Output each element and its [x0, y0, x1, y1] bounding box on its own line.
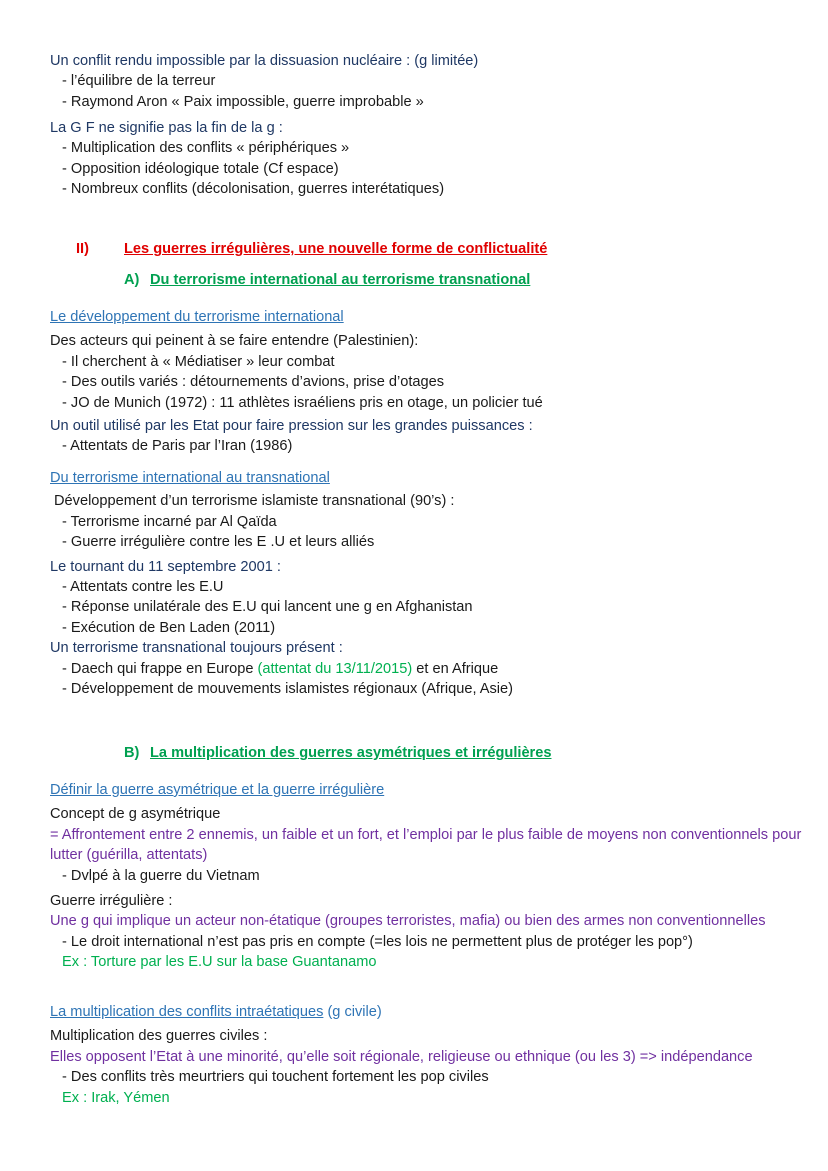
list-item: - Raymond Aron « Paix impossible, guerre improbable » — [62, 93, 424, 110]
list-item: - Opposition idéologique totale (Cf espace) — [62, 160, 339, 177]
subsection-number: B) — [124, 745, 140, 761]
list-item: - Nombreux conflits (décolonisation, guerres interétatiques) — [62, 181, 445, 198]
dissuasion-line: Un conflit rendu impossible par la dissuasion nucléaire : (g limitée) — [50, 53, 479, 69]
subheading: Du terrorisme international au transnational — [50, 470, 330, 486]
definition-guerre-civile: Elles opposent l’Etat à une minorité, qu’elle soit régionale, religieuse ou ethnique (ou les 3) => indépendance — [50, 1048, 753, 1065]
subheading-suffix: (g civile) — [323, 1004, 382, 1020]
subsection-title: La multiplication des guerres asymétriques et irrégulières — [150, 745, 552, 761]
list-item: - Multiplication des conflits « périphériques » — [62, 140, 350, 157]
acteurs-line: Des acteurs qui peinent à se faire entendre (Palestinien): — [50, 333, 419, 350]
list-item: - Guerre irrégulière contre les E .U et leurs alliés — [62, 534, 375, 551]
list-item: - Terrorisme incarné par Al Qaïda — [62, 513, 277, 530]
list-item: - Des outils variés : détournements d’avions, prise d’otages — [62, 374, 445, 391]
subheading: Le développement du terrorisme international — [50, 309, 344, 325]
developpement-line: Développement d’un terrorisme islamiste transnational (90’s) : — [54, 493, 455, 510]
daech-text: - Daech qui frappe en Europe — [62, 660, 258, 677]
gf-line: La G F ne signifie pas la fin de la g : — [50, 120, 283, 136]
subsection-heading-b — [124, 743, 808, 763]
daech-text-end: et en Afrique — [412, 660, 499, 677]
subheading: Définir la guerre asymétrique et la guerre irrégulière — [50, 782, 385, 798]
attentat-date: (attentat du 13/11/2015) — [257, 660, 413, 677]
list-item: - JO de Munich (1972) : 11 athlètes israéliens pris en otage, un policier tué — [62, 394, 543, 411]
definition-irreguliere: Une g qui implique un acteur non-étatique (groupes terroristes, mafia) ou bien des armes non conventionnelles — [50, 913, 766, 930]
list-item: - Exécution de Ben Laden (2011) — [62, 619, 276, 636]
list-item: - Attentats de Paris par l’Iran (1986) — [62, 438, 293, 455]
section-heading-2 — [76, 239, 808, 259]
subheading: La multiplication des conflits intraétatiques — [50, 1004, 324, 1020]
list-item-daech — [50, 659, 808, 679]
block-conflits-intraetatiques — [50, 1002, 808, 1108]
present-line: Un terrorisme transnational toujours présent : — [50, 640, 343, 657]
section-title: Les guerres irrégulières, une nouvelle forme de conflictualité — [124, 241, 548, 257]
block-terrorisme-international — [50, 307, 808, 457]
tournant-line: Le tournant du 11 septembre 2001 : — [50, 558, 281, 575]
list-item: - Réponse unilatérale des E.U qui lancent une g en Afghanistan — [62, 599, 473, 616]
example-line: Ex : Irak, Yémen — [62, 1089, 170, 1106]
guerres-civiles-line: Multiplication des guerres civiles : — [50, 1028, 268, 1045]
list-item: - l’équilibre de la terreur — [62, 73, 216, 90]
outil-line: Un outil utilisé par les Etat pour faire pression sur les grandes puissances : — [50, 417, 533, 434]
block-dissuasion — [50, 51, 808, 112]
block-terrorisme-transnational — [50, 468, 808, 699]
subsection-number: A) — [124, 272, 140, 288]
irreguliere-line: Guerre irrégulière : — [50, 892, 173, 909]
section-number: II) — [76, 241, 89, 257]
subsection-title: Du terrorisme international au terrorisme transnational — [150, 272, 531, 288]
list-item: - Développement de mouvements islamistes régionaux (Afrique, Asie) — [62, 680, 513, 697]
block-gf — [50, 118, 808, 200]
block-guerre-asymetrique — [50, 780, 808, 973]
example-line: Ex : Torture par les E.U sur la base Guantanamo — [62, 954, 377, 971]
subsection-heading-a — [124, 270, 808, 290]
definition-asymetrique: = Affrontement entre 2 ennemis, un faible et un fort, et l’emploi par le plus faible de moyens non conventionnels pour lutter (guérilla, attentats) — [50, 826, 802, 864]
list-item: - Dvlpé à la guerre du Vietnam — [62, 867, 260, 884]
list-item: - Le droit international n’est pas pris en compte (=les lois ne permettent plus de protéger les pop°) — [62, 933, 693, 950]
concept-line: Concept de g asymétrique — [50, 806, 221, 823]
list-item: - Il cherchent à « Médiatiser » leur combat — [62, 353, 335, 370]
list-item: - Des conflits très meurtriers qui touchent fortement les pop civiles — [62, 1069, 489, 1086]
list-item: - Attentats contre les E.U — [62, 578, 224, 595]
